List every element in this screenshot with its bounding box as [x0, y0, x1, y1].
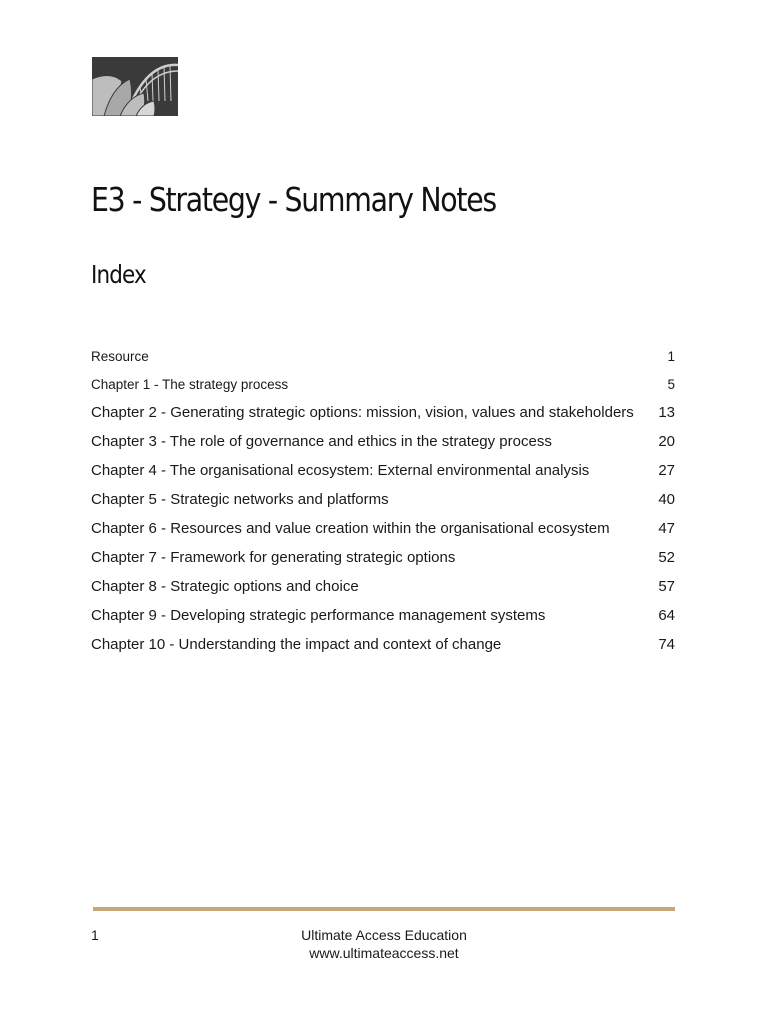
toc-page: 47 — [658, 520, 675, 537]
toc-page: 64 — [658, 607, 675, 624]
toc-label: Chapter 2 - Generating strategic options: mission, vision, values and stakeholders — [91, 404, 634, 421]
toc-page: 57 — [658, 578, 675, 595]
toc-label: Chapter 3 - The role of governance and ethics in the strategy process — [91, 433, 552, 450]
toc-row — [91, 576, 675, 605]
toc-page: 5 — [667, 377, 675, 392]
toc-label: Chapter 1 - The strategy process — [91, 377, 289, 392]
toc-row — [91, 402, 675, 431]
toc-row — [91, 634, 675, 663]
toc-page: 74 — [658, 636, 675, 653]
index-heading: Index — [91, 260, 146, 289]
toc-row — [91, 489, 675, 518]
toc-row — [91, 374, 675, 402]
toc-row — [91, 547, 675, 576]
opera-house-bridge-icon — [92, 57, 178, 116]
toc-page: 13 — [658, 404, 675, 421]
toc-label: Chapter 6 - Resources and value creation within the organisational ecosystem — [91, 520, 610, 537]
table-of-contents — [91, 346, 675, 663]
toc-row — [91, 518, 675, 547]
toc-label: Chapter 7 - Framework for generating strategic options — [91, 549, 456, 566]
toc-label: Chapter 5 - Strategic networks and platforms — [91, 491, 389, 508]
toc-row — [91, 605, 675, 634]
toc-row — [91, 460, 675, 489]
toc-row — [91, 346, 675, 374]
toc-page: 27 — [658, 462, 675, 479]
toc-label: Resource — [91, 349, 149, 364]
toc-row — [91, 431, 675, 460]
toc-label: Chapter 8 - Strategic options and choice — [91, 578, 359, 595]
toc-label: Chapter 4 - The organisational ecosystem: External environmental analysis — [91, 462, 590, 479]
toc-label: Chapter 9 - Developing strategic performance management systems — [91, 607, 546, 624]
footer-company: Ultimate Access Education — [301, 927, 467, 943]
toc-page: 20 — [658, 433, 675, 450]
footer-divider — [93, 907, 675, 911]
footer-website: www.ultimateaccess.net — [309, 945, 459, 961]
toc-page: 1 — [667, 349, 675, 364]
logo-icon — [92, 57, 178, 116]
toc-page: 40 — [658, 491, 675, 508]
page-number: 1 — [91, 927, 99, 943]
toc-label: Chapter 10 - Understanding the impact and context of change — [91, 636, 502, 653]
footer — [0, 926, 768, 962]
document-title: E3 - Strategy - Summary Notes — [91, 180, 496, 219]
toc-page: 52 — [658, 549, 675, 566]
